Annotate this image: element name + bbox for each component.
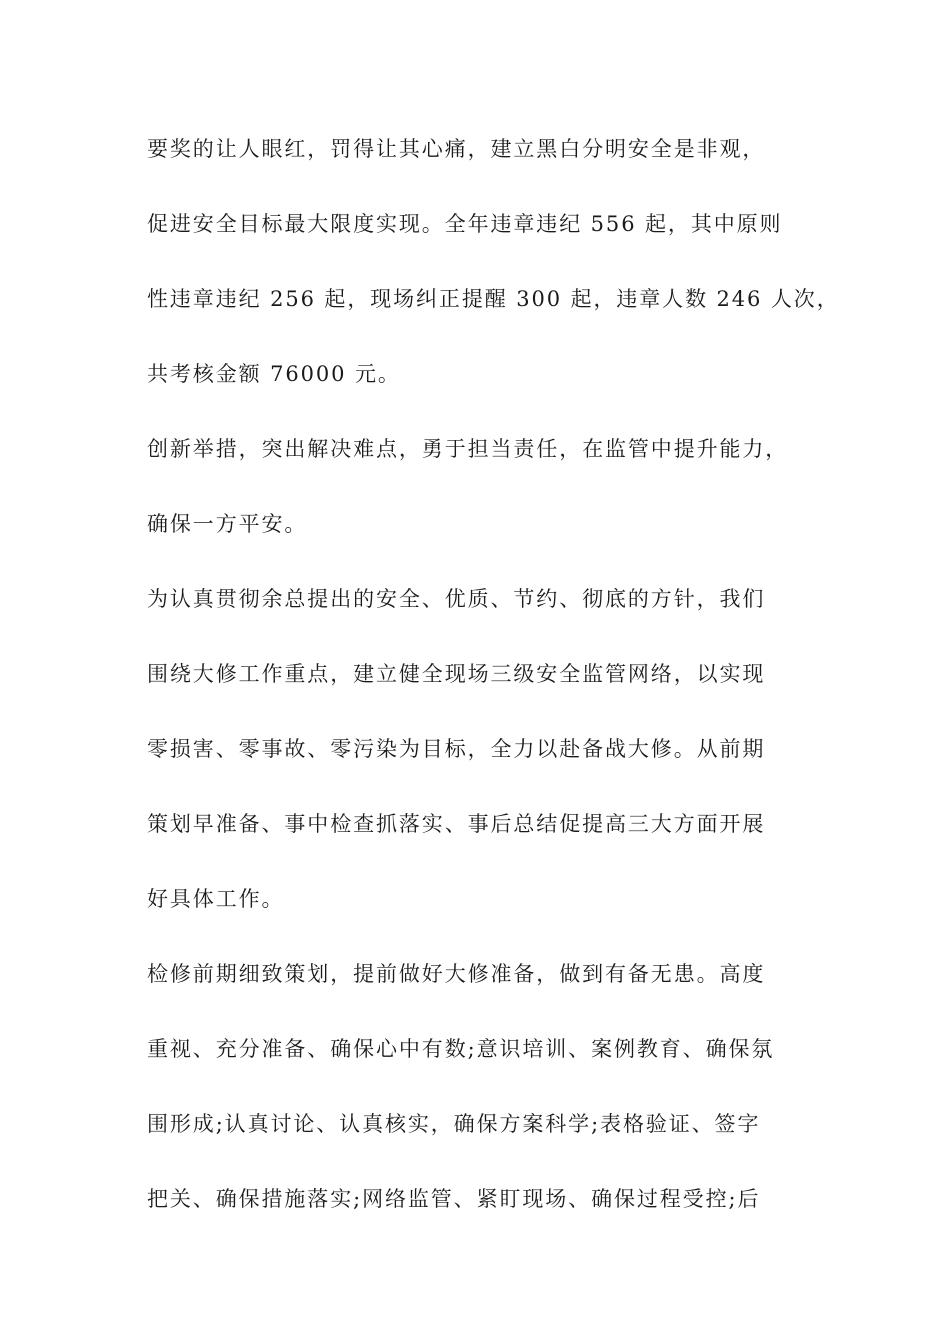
text-line-12: 检修前期细致策划，提前做好大修准备，做到有备无患。高度 <box>147 962 766 986</box>
text-line-1: 要奖的让人眼红，罚得让其心痛，建立黑白分明安全是非观， <box>147 137 766 161</box>
text-line-14: 围形成;认真讨论、认真核实，确保方案科学;表格验证、签字 <box>147 1112 761 1136</box>
text-line-3: 性违章违纪 256 起，现场纠正提醒 300 起，违章人数 246 人次， <box>147 287 840 311</box>
text-line-9: 零损害、零事故、零污染为目标，全力以赴备战大修。从前期 <box>147 737 766 761</box>
text-line-6: 确保一方平安。 <box>147 512 308 536</box>
text-line-4: 共考核金额 76000 元。 <box>147 362 401 386</box>
text-line-2: 促进安全目标最大限度实现。全年违章违纪 556 起，其中原则 <box>147 212 783 236</box>
text-line-5: 创新举措，突出解决难点，勇于担当责任，在监管中提升能力， <box>147 437 789 461</box>
text-line-15: 把关、确保措施落实;网络监管、紧盯现场、确保过程受控;后 <box>147 1187 761 1211</box>
text-line-7: 为认真贯彻余总提出的安全、优质、节约、彻底的方针，我们 <box>147 587 766 611</box>
text-line-8: 围绕大修工作重点，建立健全现场三级安全监管网络，以实现 <box>147 662 766 686</box>
text-line-13: 重视、充分准备、确保心中有数;意识培训、案例教育、确保氛 <box>147 1037 775 1061</box>
text-line-11: 好具体工作。 <box>147 887 285 911</box>
text-line-10: 策划早准备、事中检查抓落实、事后总结促提高三大方面开展 <box>147 812 766 836</box>
document-body <box>147 130 840 1255</box>
